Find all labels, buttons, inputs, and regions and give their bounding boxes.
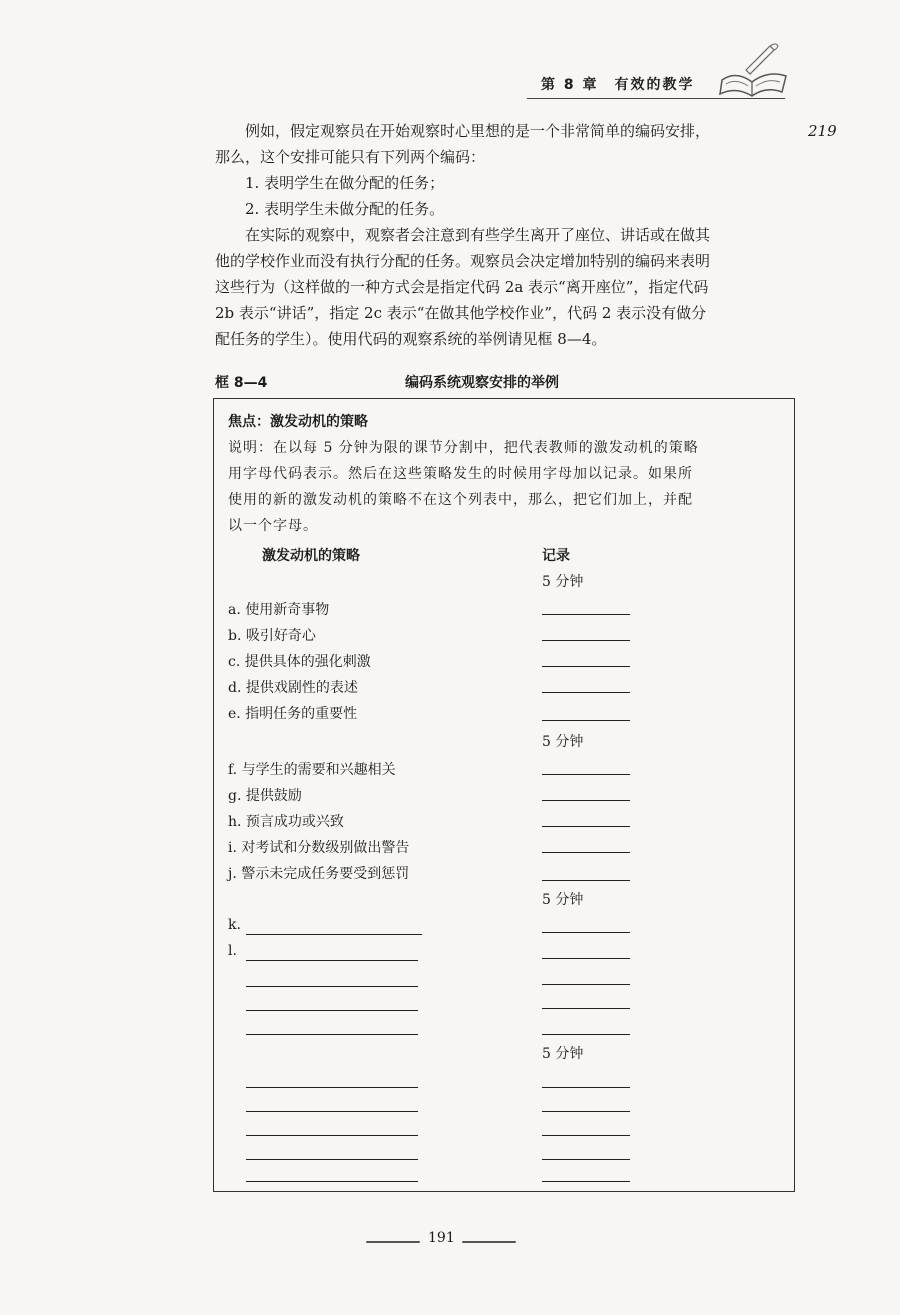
record-blank[interactable] xyxy=(542,1111,630,1112)
paragraph-line: 配任务的学生）。使用代码的观察系统的举例请见框 8—4。 xyxy=(215,330,607,348)
paragraph-line: 例如，假定观察员在开始观察时心里想的是一个非常简单的编码安排， xyxy=(245,122,711,140)
box-caption: 编码系统观察安排的举例 xyxy=(405,375,559,391)
record-blank[interactable] xyxy=(542,614,630,615)
strategy-blank[interactable] xyxy=(246,1111,418,1112)
margin-page-number: 219 xyxy=(808,122,837,140)
record-blank[interactable] xyxy=(542,1135,630,1136)
instruction-line: 以一个字母。 xyxy=(228,518,318,534)
paragraph-line: 他的学校作业而没有执行分配的任务。观察员会决定增加特别的编码来表明 xyxy=(215,252,711,270)
record-blank[interactable] xyxy=(542,880,630,881)
strategy-item: g. 提供鼓励 xyxy=(228,788,302,804)
strategy-item: l. xyxy=(228,943,237,959)
box-title-row xyxy=(215,372,795,394)
strategy-blank[interactable] xyxy=(246,1010,418,1011)
strategy-blank[interactable] xyxy=(246,934,422,935)
strategy-item: h. 预言成功或兴致 xyxy=(228,814,344,830)
strategy-item: c. 提供具体的强化刺激 xyxy=(228,654,371,670)
strategy-blank[interactable] xyxy=(246,1087,418,1088)
strategy-item: j. 警示未完成任务要受到惩罚 xyxy=(228,866,410,882)
record-blank[interactable] xyxy=(542,1159,630,1160)
interval-label: 5 分钟 xyxy=(542,734,584,750)
strategy-item: i. 对考试和分数级别做出警告 xyxy=(228,840,410,856)
running-header xyxy=(527,72,785,99)
record-blank[interactable] xyxy=(542,984,630,985)
record-blank[interactable] xyxy=(542,958,630,959)
instruction-line: 用字母代码表示。然后在这些策略发生的时候用字母加以记录。如果所 xyxy=(228,466,693,482)
paragraph-line: 在实际的观察中，观察者会注意到有些学生离开了座位、讲话或在做其 xyxy=(245,226,711,244)
record-column-header: 记录 xyxy=(542,548,570,564)
list-item: 2. 表明学生未做分配的任务。 xyxy=(245,200,445,218)
strategy-blank[interactable] xyxy=(246,960,418,961)
box-focus: 焦点：激发动机的策略 xyxy=(228,414,368,430)
strategy-item: k. xyxy=(228,917,241,933)
strategy-blank[interactable] xyxy=(246,986,418,987)
page-footer xyxy=(366,1230,516,1250)
record-blank[interactable] xyxy=(542,932,630,933)
left-ornament xyxy=(366,1241,420,1243)
record-blank[interactable] xyxy=(542,800,630,801)
record-blank[interactable] xyxy=(542,666,630,667)
strategy-blank[interactable] xyxy=(246,1181,418,1182)
list-item: 1. 表明学生在做分配的任务； xyxy=(245,174,445,192)
instruction-line: 说明：在以每 5 分钟为限的课节分割中，把代表教师的激发动机的策略 xyxy=(228,440,699,456)
strategy-blank[interactable] xyxy=(246,1034,418,1035)
strategy-blank[interactable] xyxy=(246,1135,418,1136)
interval-label: 5 分钟 xyxy=(542,892,584,908)
page-number: 191 xyxy=(428,1230,455,1246)
chapter-title: 第 8 章 有效的教学 xyxy=(541,77,695,93)
record-blank[interactable] xyxy=(542,852,630,853)
strategy-item: b. 吸引好奇心 xyxy=(228,628,316,644)
paragraph-line: 2b 表示“讲话”，指定 2c 表示“在做其他学校作业”，代码 2 表示没有做分 xyxy=(215,304,707,322)
record-blank[interactable] xyxy=(542,1181,630,1182)
strategy-column-header: 激发动机的策略 xyxy=(262,548,360,564)
instruction-line: 使用的新的激发动机的策略不在这个列表中，那么，把它们加上，并配 xyxy=(228,492,693,508)
box-instructions xyxy=(228,435,782,539)
strategy-item: f. 与学生的需要和兴趣相关 xyxy=(228,762,396,778)
strategy-blank[interactable] xyxy=(246,1159,418,1160)
record-blank[interactable] xyxy=(542,774,630,775)
coding-box xyxy=(213,398,795,1192)
interval-label: 5 分钟 xyxy=(542,574,584,590)
paragraph-line: 这些行为（这样做的一种方式会是指定代码 2a 表示“离开座位”，指定代码 xyxy=(215,278,709,296)
strategy-item: e. 指明任务的重要性 xyxy=(228,706,358,722)
record-blank[interactable] xyxy=(542,1008,630,1009)
record-blank[interactable] xyxy=(542,826,630,827)
record-blank[interactable] xyxy=(542,640,630,641)
record-blank[interactable] xyxy=(542,720,630,721)
interval-label: 5 分钟 xyxy=(542,1046,584,1062)
box-label: 框 8—4 xyxy=(215,375,268,391)
right-ornament xyxy=(462,1241,516,1243)
strategy-item: a. 使用新奇事物 xyxy=(228,602,330,618)
record-blank[interactable] xyxy=(542,1087,630,1088)
paragraph-line: 那么，这个安排可能只有下列两个编码： xyxy=(215,148,486,166)
record-blank[interactable] xyxy=(542,692,630,693)
record-blank[interactable] xyxy=(542,1034,630,1035)
strategy-item: d. 提供戏剧性的表述 xyxy=(228,680,358,696)
